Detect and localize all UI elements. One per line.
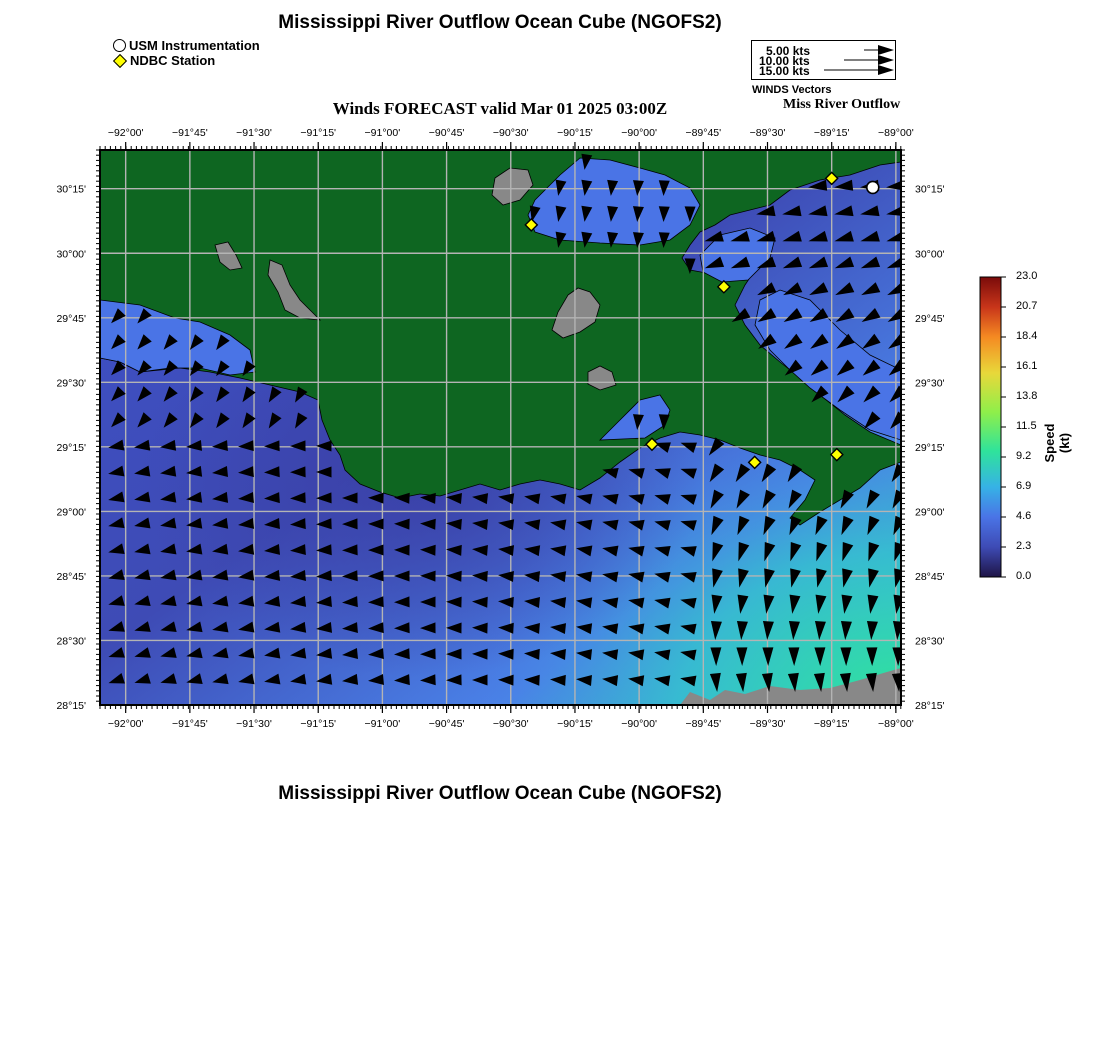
vector-key-row: 5.00 kts [766,44,811,58]
colorbar-tick-label: 20.7 [1016,300,1038,312]
lon-tick-label: −91°45' [172,718,208,730]
map-title: Mississippi River Outflow Ocean Cube (NGOFS2) [278,12,722,33]
colorbar-tick-label: 11.5 [1016,420,1037,432]
lon-tick-label: −89°30' [749,718,786,730]
lon-tick-label: −90°30' [492,127,529,139]
colorbar-tick-label: 2.3 [1016,540,1032,552]
lon-tick-label: −91°15' [300,127,337,139]
lat-tick-label: 28°30' [915,635,945,648]
lon-tick-label: −89°00' [878,718,914,730]
usm-legend-label: USM Instrumentation [129,38,260,53]
lat-tick-label: 28°30' [56,635,86,648]
lon-tick-label: −91°45' [172,127,208,139]
lat-tick-label: 30°00' [56,248,86,261]
vector-key-row: 10.00 kts [759,54,810,68]
lon-tick-label: −89°45' [685,127,722,139]
colorbar-tick-label: 16.1 [1016,360,1038,372]
ndbc-legend-label: NDBC Station [130,53,216,68]
lat-tick-label: 28°15' [56,700,86,712]
lat-tick-label: 29°00' [915,506,945,519]
colorbar-ticks [1001,277,1006,577]
lat-tick-label: 29°45' [56,312,86,325]
lon-tick-label: −89°45' [685,718,722,730]
lon-tick-label: −89°15' [813,718,850,730]
colorbar [980,277,1001,577]
lat-tick-label: 28°45' [915,570,945,583]
lon-tick-label: −89°30' [749,127,786,139]
lat-tick-label: 29°15' [915,441,945,454]
colorbar-tick-label: 0.0 [1016,570,1032,582]
lon-tick-label: −92°00' [107,127,144,139]
lat-tick-label: 30°15' [56,183,86,196]
lon-tick-label: −91°30' [236,718,272,730]
lon-tick-label: −90°30' [492,718,529,730]
lon-tick-label: −90°45' [428,127,465,139]
colorbar-tick-label: 9.2 [1016,450,1032,462]
forecast-subtitle: Winds FORECAST valid Mar 01 2025 03:00Z [332,99,668,118]
lon-tick-label: −90°15' [557,718,593,730]
colorbar-tick-label: 18.4 [1016,330,1038,342]
lat-tick-label: 29°00' [56,506,86,519]
lon-tick-label: −91°00' [364,718,401,730]
colorbar-title: Speed (kt) [1042,423,1072,463]
lat-tick-label: 29°45' [915,312,945,325]
vector-key-caption: WINDS Vectors [752,84,832,96]
colorbar-tick-label: 4.6 [1016,510,1032,522]
lat-tick-label: 28°15' [915,700,945,712]
lat-tick-label: 30°00' [915,248,945,261]
colorbar-tick-label: 6.9 [1016,480,1032,492]
map-title-repeat: Mississippi River Outflow Ocean Cube (NGOFS2) [278,783,722,804]
lat-tick-label: 29°15' [56,441,86,454]
usm-station-marker[interactable] [867,181,879,193]
lon-tick-label: −91°15' [300,718,337,730]
vector-key-row: 15.00 kts [759,64,810,78]
lon-tick-label: −91°00' [364,127,401,139]
lat-tick-label: 29°30' [56,377,86,390]
lon-tick-label: −89°00' [878,127,914,139]
lon-tick-label: −90°15' [557,127,593,139]
lat-tick-label: 28°45' [56,570,86,583]
overlay-label: Miss River Outflow [783,97,901,112]
lon-tick-label: −91°30' [236,127,272,139]
lat-tick-label: 29°30' [915,377,945,390]
lat-tick-label: 30°15' [915,183,945,196]
map-area [100,150,901,705]
lon-tick-label: −90°00' [621,127,657,139]
lon-tick-label: −92°00' [107,718,144,730]
lon-tick-label: −89°15' [813,127,850,139]
colorbar-tick-label: 23.0 [1016,270,1038,282]
colorbar-tick-label: 13.8 [1016,390,1038,402]
lon-tick-label: −90°00' [621,718,657,730]
lon-tick-label: −90°45' [428,718,465,730]
